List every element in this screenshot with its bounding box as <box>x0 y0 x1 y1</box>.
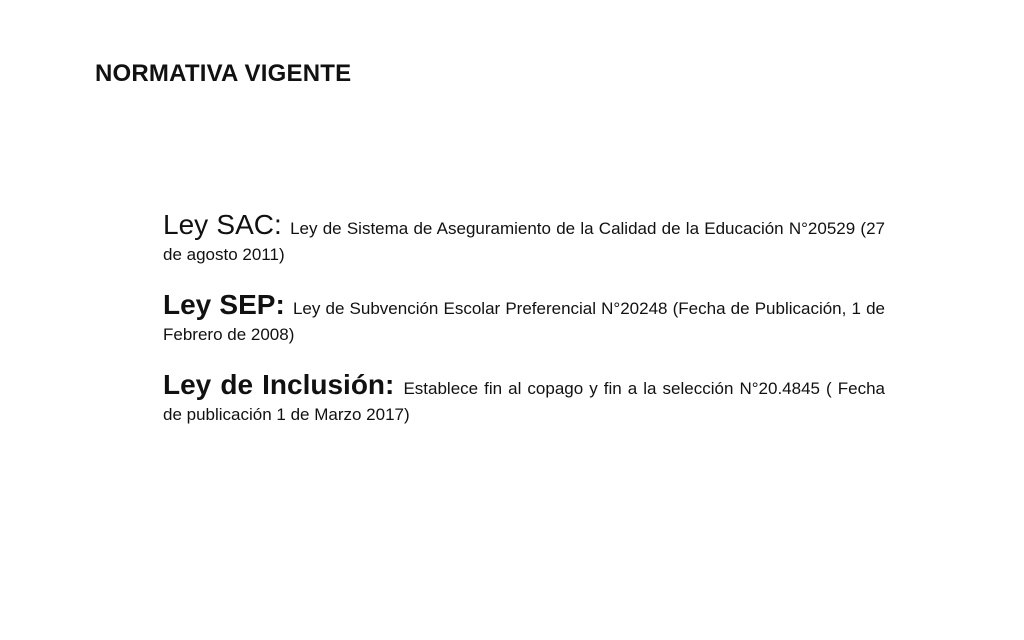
law-description: Ley de Sistema de Aseguramiento de la Calidad de la Educación N°20529 (27 de agosto 2011) <box>163 219 885 264</box>
law-name: Ley de Inclusión: <box>163 369 404 400</box>
law-description: Ley de Subvención Escolar Preferencial N°20248 (Fecha de Publicación, 1 de Febrero de 2008) <box>163 299 885 344</box>
law-description: Establece fin al copago y fin a la selección N°20.4845 ( Fecha de publicación 1 de Marzo 2017) <box>163 379 885 424</box>
law-name: Ley SEP: <box>163 289 293 320</box>
law-list <box>163 210 885 446</box>
law-item-sep <box>163 290 885 348</box>
slide-title: NORMATIVA VIGENTE <box>95 60 352 87</box>
law-item-inclusion <box>163 370 885 428</box>
law-name: Ley SAC: <box>163 209 291 240</box>
law-item-sac <box>163 210 885 268</box>
